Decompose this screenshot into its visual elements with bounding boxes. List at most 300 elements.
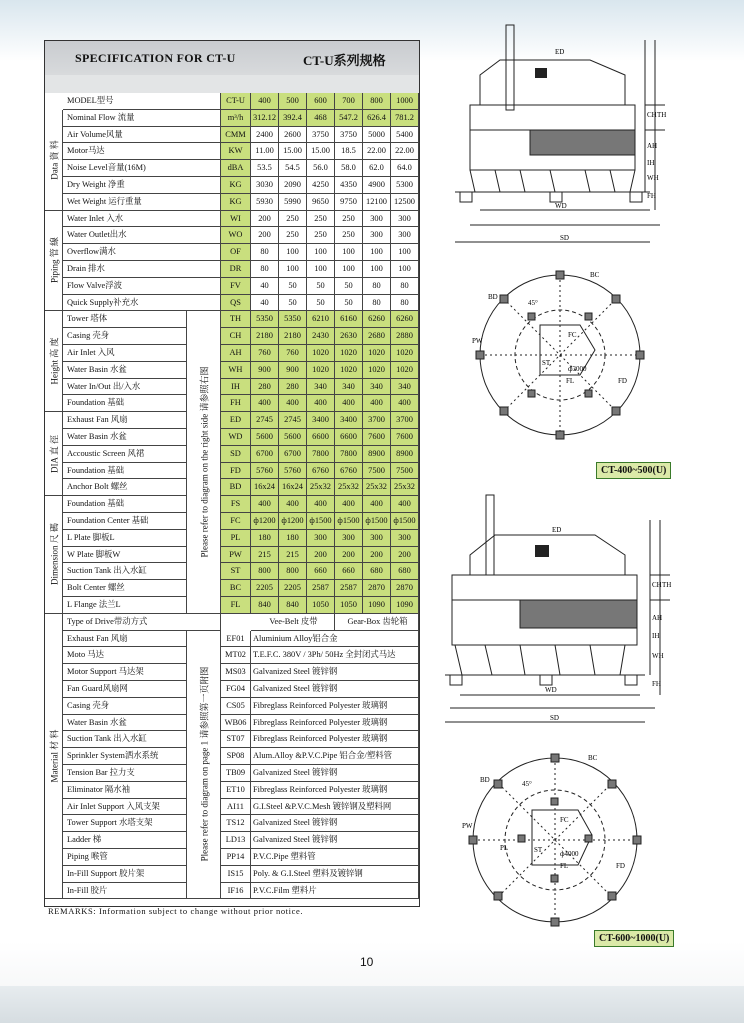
label-ih-2: IH	[652, 632, 660, 640]
label-bd-2: BD	[480, 776, 490, 784]
label-bc-2: BC	[588, 754, 598, 762]
label-ah-2: AH	[652, 614, 663, 622]
label-sd-2: SD	[550, 714, 559, 722]
material-desc: Poly. & G.I.Steel 塑料及镀锌钢	[251, 866, 419, 883]
row-value: 2600	[279, 127, 307, 144]
header-band	[45, 75, 419, 93]
row-value: 18.5	[335, 143, 363, 160]
row-value: 4900	[363, 177, 391, 194]
row-value: 6700	[251, 446, 279, 463]
drive-row	[45, 614, 419, 631]
row-unit: WH	[221, 362, 251, 379]
row-value: 2630	[335, 328, 363, 345]
row-value: 56.0	[307, 160, 335, 177]
row-value: 6700	[279, 446, 307, 463]
row-value: 100	[391, 261, 419, 278]
row-value: 16x24	[279, 479, 307, 496]
row-value: 200	[251, 227, 279, 244]
row-value: 660	[307, 563, 335, 580]
row-label: Water Inlet 入水	[63, 211, 221, 228]
row-value: 22.00	[391, 143, 419, 160]
material-desc: Galvanized Steel 镀锌钢	[251, 765, 419, 782]
row-value: 7500	[391, 463, 419, 480]
material-desc: Fibreglass Reinforced Polyester 玻璃钢	[251, 698, 419, 715]
row-value: 800	[363, 93, 391, 110]
row-unit: CMM	[221, 127, 251, 144]
row-value: ф1500	[307, 513, 335, 530]
material-desc: P.V.C.Film 塑料片	[251, 883, 419, 900]
row-unit: FD	[221, 463, 251, 480]
group-label-text: Piping 管 線	[49, 237, 59, 284]
material-row	[45, 715, 419, 732]
material-code: TS12	[221, 815, 251, 832]
label-wd: WD	[555, 202, 567, 210]
label-fh-2: FH	[652, 680, 661, 688]
material-code: ET10	[221, 782, 251, 799]
row-value: 900	[251, 362, 279, 379]
row-value: 62.0	[363, 160, 391, 177]
row-unit: ST	[221, 563, 251, 580]
material-row	[45, 849, 419, 866]
row-value: 340	[307, 379, 335, 396]
spec-row	[45, 110, 419, 127]
material-desc: P.V.C.Pipe 塑料管	[251, 849, 419, 866]
row-value: 1000	[391, 93, 419, 110]
row-value: 8900	[363, 446, 391, 463]
row-value: 100	[279, 261, 307, 278]
row-value: 5350	[251, 311, 279, 328]
row-value: 5400	[391, 127, 419, 144]
row-value: 312.12	[251, 110, 279, 127]
row-value: 50	[307, 295, 335, 312]
label-wh: WH	[647, 174, 659, 182]
label-th: TH	[657, 111, 667, 119]
row-value: 781.2	[391, 110, 419, 127]
row-value: 80	[251, 261, 279, 278]
row-value: 400	[251, 395, 279, 412]
material-code: IF16	[221, 883, 251, 900]
label-pl-2: PL	[500, 844, 509, 852]
row-value: 100	[307, 244, 335, 261]
material-code: SP08	[221, 748, 251, 765]
row-label: Suction Tank 出入水缸	[63, 563, 187, 580]
row-unit: DR	[221, 261, 251, 278]
row-unit: CH	[221, 328, 251, 345]
row-value: 300	[391, 530, 419, 547]
material-row	[45, 731, 419, 748]
material-row	[45, 883, 419, 900]
material-row	[45, 782, 419, 799]
row-value: 25x32	[307, 479, 335, 496]
row-value: 6600	[335, 429, 363, 446]
label-fd-2: FD	[616, 862, 625, 870]
row-label: Sprinkler System洒水系统	[63, 748, 187, 765]
row-value: 3700	[363, 412, 391, 429]
row-label: Tower 塔体	[63, 311, 187, 328]
material-desc: Galvanized Steel 镀锌钢	[251, 832, 419, 849]
spec-row	[45, 127, 419, 144]
row-label: Moto 马达	[63, 647, 187, 664]
row-unit: FS	[221, 496, 251, 513]
row-value: 800	[279, 563, 307, 580]
row-value: 250	[307, 211, 335, 228]
row-unit: KG	[221, 194, 251, 211]
row-unit: dBA	[221, 160, 251, 177]
label-pw-2: PW	[462, 822, 473, 830]
row-label: Fan Guard风扇网	[63, 681, 187, 698]
spec-row	[45, 530, 419, 547]
material-desc: Fibreglass Reinforced Polyester 玻璃钢	[251, 782, 419, 799]
spec-row	[45, 563, 419, 580]
row-label: Water Basin 水盆	[63, 362, 187, 379]
row-value: 15.00	[307, 143, 335, 160]
row-unit: ED	[221, 412, 251, 429]
row-value: 16x24	[251, 479, 279, 496]
drive-vee-belt: Vee-Belt 皮带	[251, 614, 335, 631]
row-value: 760	[251, 345, 279, 362]
row-value: 250	[279, 211, 307, 228]
row-value: 300	[391, 211, 419, 228]
row-value: 400	[251, 93, 279, 110]
row-label: Eliminator 隔水袖	[63, 782, 187, 799]
row-value: 25x32	[391, 479, 419, 496]
row-value: 6760	[307, 463, 335, 480]
row-unit: WD	[221, 429, 251, 446]
spec-row	[45, 244, 419, 261]
row-label: Accoustic Screen 风裙	[63, 446, 187, 463]
row-unit: WI	[221, 211, 251, 228]
row-unit: SD	[221, 446, 251, 463]
row-label: Piping 喉管	[63, 849, 187, 866]
row-value: 12100	[363, 194, 391, 211]
spec-row	[45, 211, 419, 228]
row-unit: BC	[221, 580, 251, 597]
row-value: 400	[279, 496, 307, 513]
label-radius: ф3000	[568, 365, 587, 373]
row-value: 300	[363, 211, 391, 228]
row-value: 5000	[363, 127, 391, 144]
row-value: 12500	[391, 194, 419, 211]
group-label	[45, 412, 63, 496]
material-desc: Aluminium Alloy铝合金	[251, 631, 419, 648]
row-value: 300	[363, 227, 391, 244]
row-unit: FC	[221, 513, 251, 530]
row-value: 80	[363, 278, 391, 295]
row-value: 100	[307, 261, 335, 278]
row-value: 6600	[307, 429, 335, 446]
row-value: 400	[391, 496, 419, 513]
material-row	[45, 664, 419, 681]
row-value: 340	[335, 379, 363, 396]
row-value: 1050	[335, 597, 363, 614]
caption-ct-600-1000: CT-600~1000(U)	[594, 930, 674, 947]
row-value: 7500	[363, 463, 391, 480]
row-value: 15.00	[279, 143, 307, 160]
row-value: 6260	[363, 311, 391, 328]
row-value: 300	[391, 227, 419, 244]
row-value: 250	[335, 211, 363, 228]
row-value: 200	[307, 547, 335, 564]
row-value: 5760	[251, 463, 279, 480]
row-value: 200	[251, 211, 279, 228]
row-label: Air Inlet Support 入风支架	[63, 799, 187, 816]
row-unit: QS	[221, 295, 251, 312]
row-value: 200	[391, 547, 419, 564]
material-row	[45, 866, 419, 883]
row-label: Air Volume风量	[63, 127, 221, 144]
row-label: Wet Weight 运行重量	[63, 194, 221, 211]
side-note-page1	[187, 631, 221, 900]
row-value: ф1200	[279, 513, 307, 530]
row-value: 300	[363, 530, 391, 547]
row-value: 50	[335, 278, 363, 295]
row-value: 50	[307, 278, 335, 295]
row-value: 1020	[335, 345, 363, 362]
material-code: CS05	[221, 698, 251, 715]
group-label-text: Height 高 度	[49, 337, 59, 385]
material-code: PP14	[221, 849, 251, 866]
label-angle-2: 45°	[522, 780, 532, 788]
row-label: Water In/Out 出/入水	[63, 379, 187, 396]
row-label: Motor Support 马达架	[63, 664, 187, 681]
row-value: 400	[335, 395, 363, 412]
row-value: 180	[279, 530, 307, 547]
row-value: 200	[335, 547, 363, 564]
row-value: 100	[335, 244, 363, 261]
row-unit: PW	[221, 547, 251, 564]
group-label	[45, 311, 63, 412]
row-unit: CT-U	[221, 93, 251, 110]
spec-row	[45, 362, 419, 379]
row-value: 1020	[335, 362, 363, 379]
row-label: Air Inlet 入风	[63, 345, 187, 362]
material-code: FG04	[221, 681, 251, 698]
row-value: 180	[251, 530, 279, 547]
row-label: Drain 排水	[63, 261, 221, 278]
row-value: 40	[251, 295, 279, 312]
label-wh-2: WH	[652, 652, 664, 660]
row-label: W Plate 脚板W	[63, 547, 187, 564]
row-value: 400	[279, 395, 307, 412]
label-ah: AH	[647, 142, 658, 150]
elevation-drawing-large	[440, 490, 680, 730]
row-label: Bolt Center 螺丝	[63, 580, 187, 597]
page-bottom-edge	[0, 986, 744, 1023]
row-value: 2090	[279, 177, 307, 194]
row-label: Foundation Center 基础	[63, 513, 187, 530]
row-value: 25x32	[363, 479, 391, 496]
row-value: 800	[251, 563, 279, 580]
side-note-right-text: Please refer to diagram on the right side 请参照右图	[199, 366, 209, 558]
spec-row	[45, 143, 419, 160]
row-value: 80	[251, 244, 279, 261]
row-value: 468	[307, 110, 335, 127]
spec-row	[45, 429, 419, 446]
spec-row	[45, 513, 419, 530]
spec-row	[45, 261, 419, 278]
spec-row	[45, 395, 419, 412]
row-value: 4250	[307, 177, 335, 194]
material-desc: T.E.F.C. 380V / 3Ph/ 50Hz 全封闭式马达	[251, 647, 419, 664]
row-value: 53.5	[251, 160, 279, 177]
material-code: ST07	[221, 731, 251, 748]
row-value: 1020	[363, 362, 391, 379]
row-value: 2680	[363, 328, 391, 345]
spec-row	[45, 328, 419, 345]
row-label: Foundation 基础	[63, 463, 187, 480]
row-value: 50	[279, 278, 307, 295]
row-value: 3750	[335, 127, 363, 144]
row-value: 840	[251, 597, 279, 614]
material-desc: Fibreglass Reinforced Polyester 玻璃钢	[251, 731, 419, 748]
label-wd-2: WD	[545, 686, 557, 694]
label-st: ST	[542, 359, 551, 367]
row-value: 1020	[391, 362, 419, 379]
row-value: 5990	[279, 194, 307, 211]
label-fc-2: FC	[560, 816, 569, 824]
spec-row	[45, 463, 419, 480]
row-unit: WO	[221, 227, 251, 244]
row-unit: PL	[221, 530, 251, 547]
row-value: 3700	[391, 412, 419, 429]
row-value: 6260	[391, 311, 419, 328]
row-value: 2870	[391, 580, 419, 597]
row-unit: KG	[221, 177, 251, 194]
row-value: 2587	[335, 580, 363, 597]
spec-row	[45, 446, 419, 463]
row-value: 25x32	[335, 479, 363, 496]
row-value: 5760	[279, 463, 307, 480]
row-value: 680	[391, 563, 419, 580]
material-desc: G.I.Steel &P.V.C.Mesh 镀锌钢及塑料网	[251, 799, 419, 816]
material-code: WB06	[221, 715, 251, 732]
row-value: 50	[335, 295, 363, 312]
row-value: 340	[391, 379, 419, 396]
remarks: REMARKS: Information subject to change without prior notice.	[48, 906, 304, 916]
label-fc: FC	[568, 331, 577, 339]
row-value: 80	[363, 295, 391, 312]
spec-row	[45, 479, 419, 496]
material-row	[45, 698, 419, 715]
label-fh: FH	[647, 192, 656, 200]
row-value: 760	[279, 345, 307, 362]
row-value: 54.5	[279, 160, 307, 177]
row-label: Quick Supply补充水	[63, 295, 221, 312]
row-value: 6760	[335, 463, 363, 480]
side-note-page1-text: Please refer to diagram on page 1 请参照第一页附图	[199, 667, 209, 862]
row-value: 200	[363, 547, 391, 564]
material-row	[45, 631, 419, 648]
material-desc: Galvanized Steel 镀锌钢	[251, 681, 419, 698]
title-en: SPECIFICATION FOR CT-U	[75, 51, 236, 65]
row-value: 660	[335, 563, 363, 580]
material-row	[45, 765, 419, 782]
row-value: 40	[251, 278, 279, 295]
row-value: 300	[335, 530, 363, 547]
row-label: Foundation 基础	[63, 496, 187, 513]
row-value: ф1500	[391, 513, 419, 530]
row-value: 11.00	[251, 143, 279, 160]
page-number: 10	[360, 955, 374, 969]
material-row	[45, 815, 419, 832]
row-unit: FV	[221, 278, 251, 295]
row-value: 400	[363, 496, 391, 513]
row-value: 2745	[279, 412, 307, 429]
material-code: LD13	[221, 832, 251, 849]
row-value: 3750	[307, 127, 335, 144]
row-value: 9750	[335, 194, 363, 211]
row-label: Water Basin 水盆	[63, 715, 187, 732]
row-label: Anchor Bolt 螺丝	[63, 479, 187, 496]
row-value: 1090	[391, 597, 419, 614]
label-fl: FL	[566, 377, 575, 385]
row-value: 5350	[279, 311, 307, 328]
row-value: 4350	[335, 177, 363, 194]
row-value: 250	[307, 227, 335, 244]
spec-row	[45, 295, 419, 312]
row-value: 5300	[391, 177, 419, 194]
side-note-right	[187, 311, 221, 613]
drive-gear-box: Gear-Box 齿轮箱	[335, 614, 419, 631]
row-label: In-Fill Support 胶片架	[63, 866, 187, 883]
label-ed-2: ED	[552, 526, 562, 534]
row-value: 1020	[307, 345, 335, 362]
material-row	[45, 647, 419, 664]
label-st-2: ST	[534, 846, 543, 854]
row-label: Motor马达	[63, 143, 221, 160]
row-value: 5600	[279, 429, 307, 446]
spec-row	[45, 160, 419, 177]
label-ch: CH	[647, 111, 657, 119]
row-value: 2180	[251, 328, 279, 345]
row-label: Ladder 梯	[63, 832, 187, 849]
row-value: 7600	[363, 429, 391, 446]
row-value: 100	[335, 261, 363, 278]
row-value: 80	[391, 278, 419, 295]
row-unit: AH	[221, 345, 251, 362]
row-value: 400	[363, 395, 391, 412]
row-label: Noise Level音量(16M)	[63, 160, 221, 177]
material-code: MT02	[221, 647, 251, 664]
row-value: 547.2	[335, 110, 363, 127]
row-value: 2400	[251, 127, 279, 144]
spec-row	[45, 311, 419, 328]
group-label-material	[45, 614, 63, 900]
row-label: Water Basin 水盆	[63, 429, 187, 446]
row-value: 600	[307, 93, 335, 110]
row-value: 215	[251, 547, 279, 564]
material-row	[45, 799, 419, 816]
row-value: 392.4	[279, 110, 307, 127]
label-fl-2: FL	[560, 862, 569, 870]
row-value: 2870	[363, 580, 391, 597]
group-label-text: DIA 直 徑	[49, 434, 59, 473]
row-value: 22.00	[363, 143, 391, 160]
caption-ct-400-500: CT-400~500(U)	[596, 462, 671, 479]
row-label: Water Outlet出水	[63, 227, 221, 244]
row-label: Flow Valve浮波	[63, 278, 221, 295]
material-desc: Galvanized Steel 镀锌钢	[251, 815, 419, 832]
group-label-text: Dimension 尺 碼	[49, 523, 59, 586]
label-ih: IH	[647, 159, 655, 167]
row-value: 400	[307, 496, 335, 513]
row-value: 400	[335, 496, 363, 513]
plan-drawing-small	[470, 255, 690, 455]
row-value: 250	[279, 227, 307, 244]
row-label: Type of Drive带动方式	[63, 614, 221, 631]
row-value: 500	[279, 93, 307, 110]
row-label: Casing 壳身	[63, 698, 187, 715]
